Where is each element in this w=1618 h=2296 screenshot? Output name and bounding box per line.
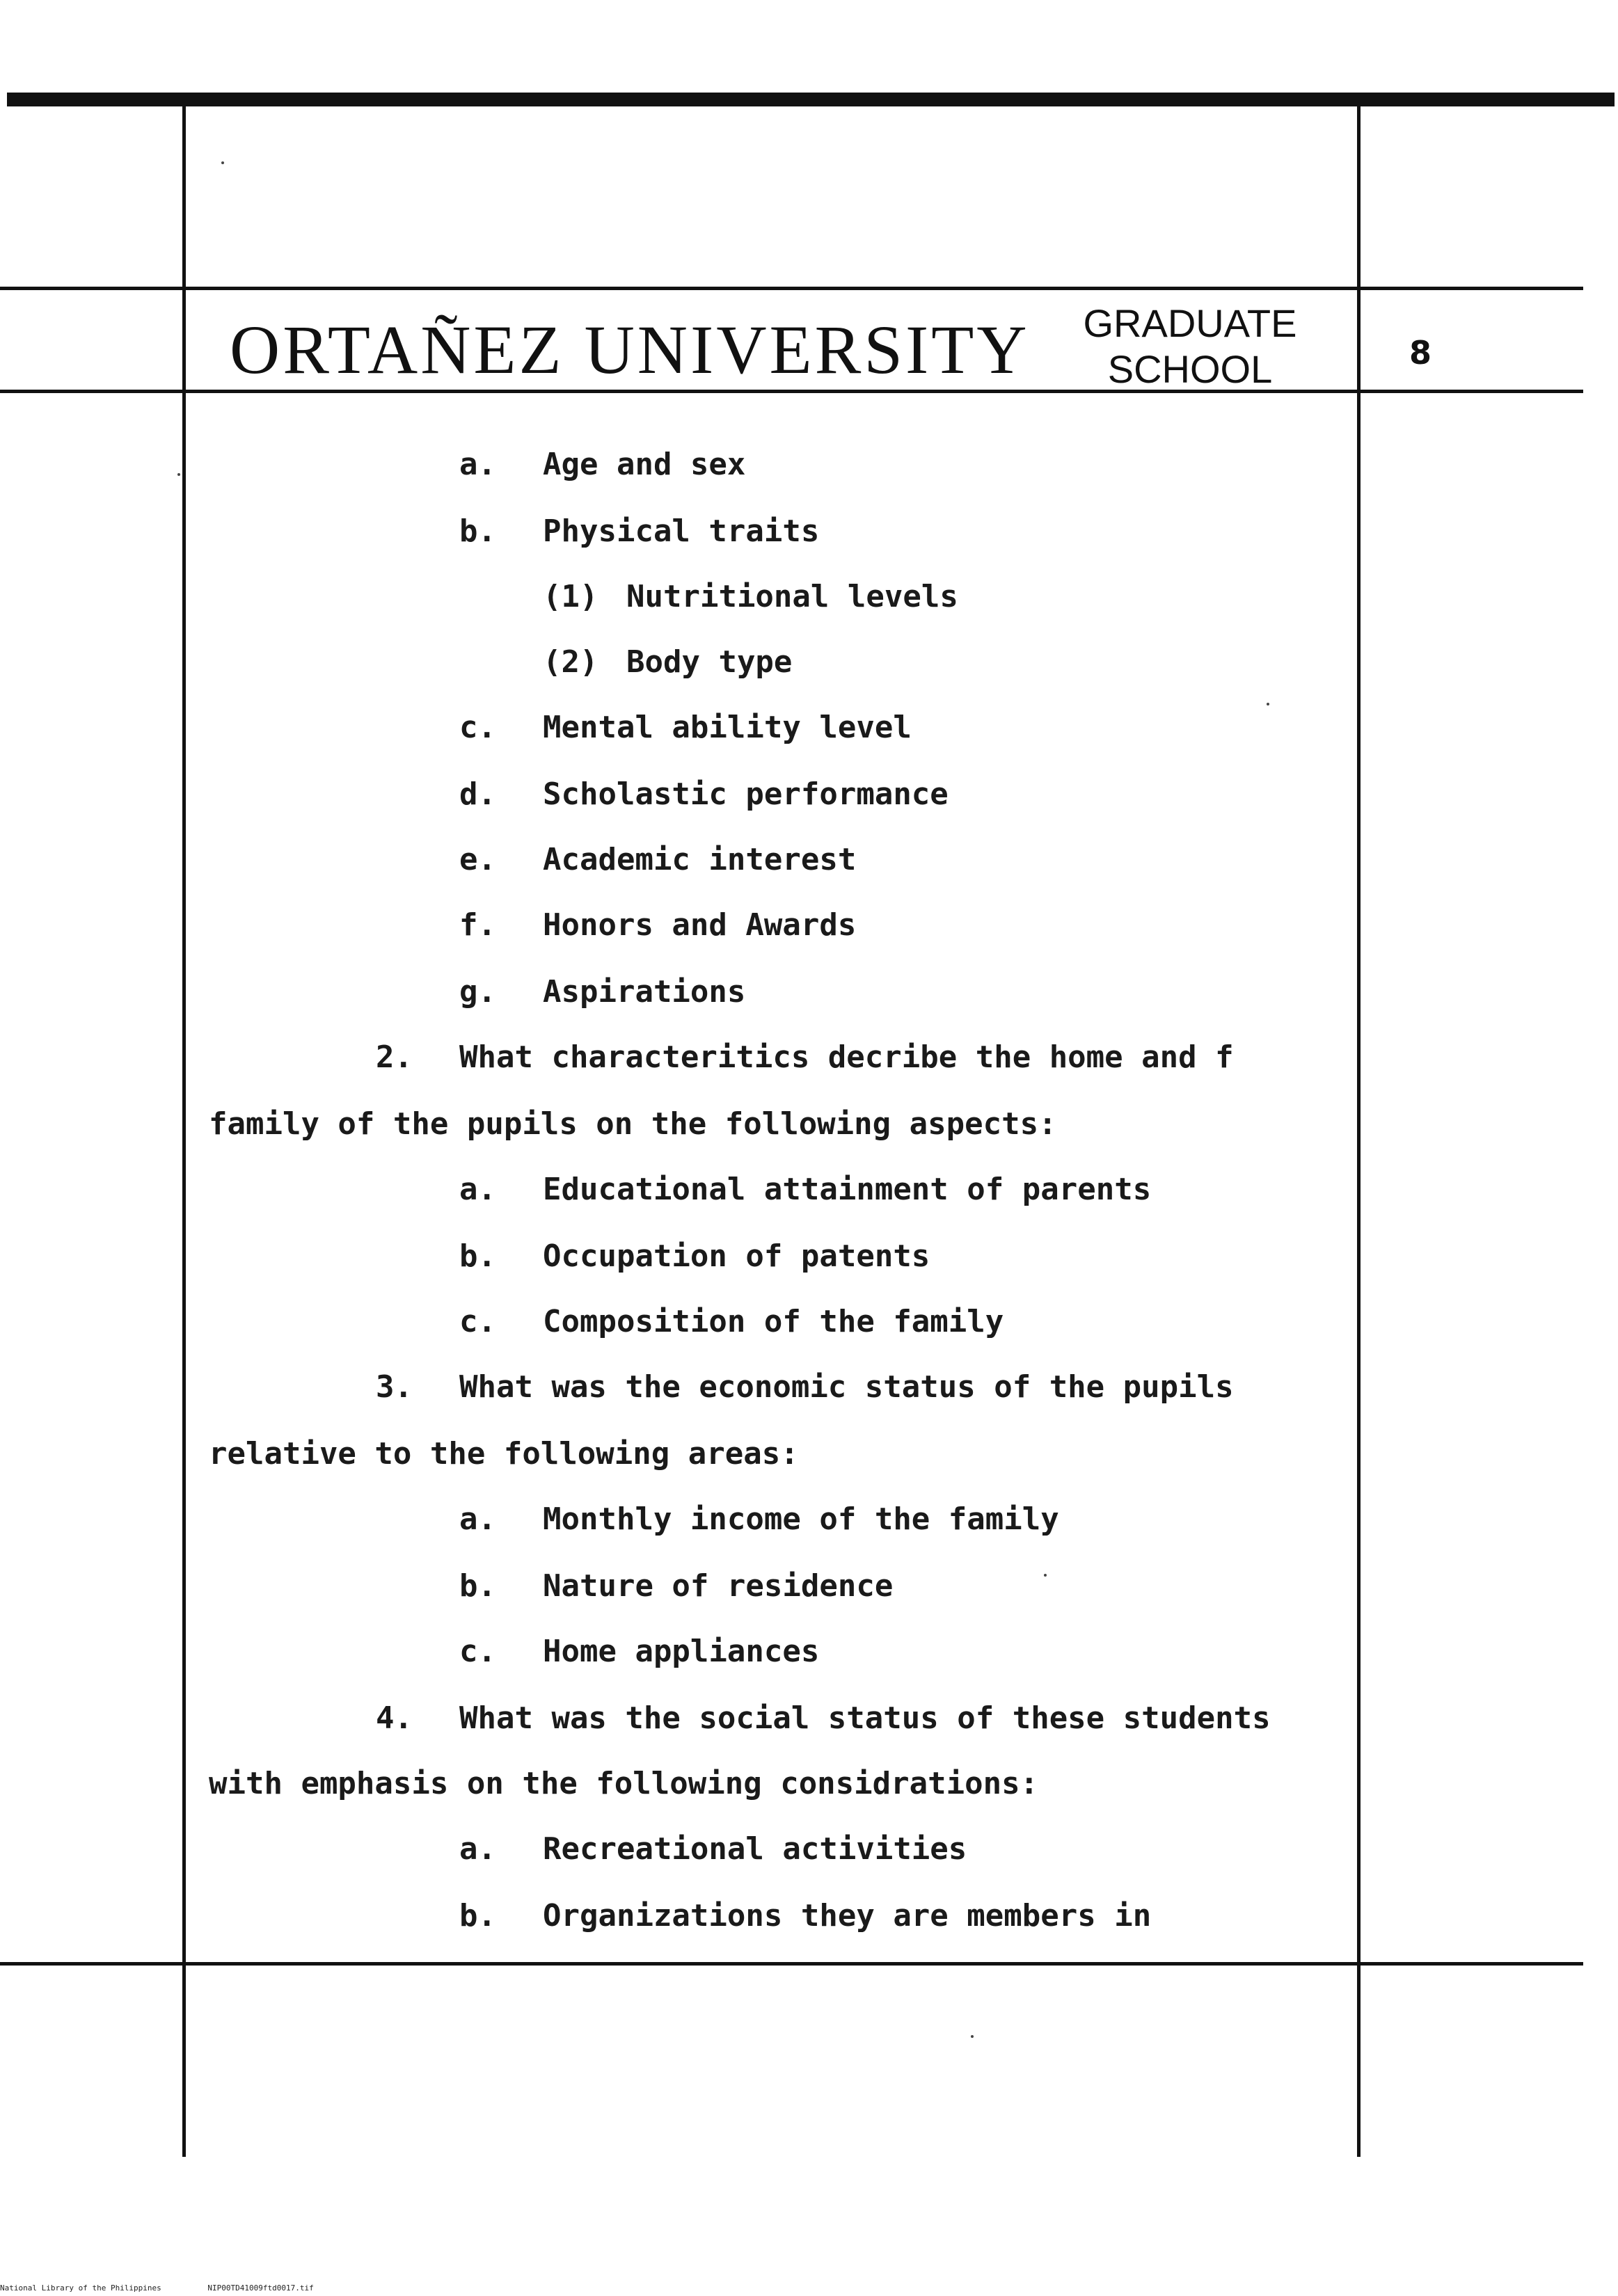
list-item: b. Nature of residence — [459, 1568, 894, 1604]
scan-speck — [1044, 1574, 1047, 1577]
scan-speck — [1267, 703, 1269, 705]
list-item: a. Educational attainment of parents — [459, 1172, 1152, 1207]
question-line: with emphasis on the following considrations: — [209, 1766, 1039, 1801]
top-heavy-rule — [7, 93, 1615, 106]
footer-library: National Library of the Philippines — [0, 2283, 161, 2293]
list-item: (2) Body type — [543, 644, 793, 680]
footer-filename: NIP00TD41009ftd0017.tif — [207, 2283, 314, 2293]
list-item: c. Home appliances — [459, 1634, 820, 1669]
graduate-school-label — [1051, 301, 1329, 392]
list-item: a. Recreational activities — [459, 1831, 967, 1867]
question-line: family of the pupils on the following aspects: — [209, 1106, 1057, 1142]
list-item: g. Aspirations — [459, 974, 746, 1010]
list-item: c. Composition of the family — [459, 1304, 1004, 1339]
list-item: e. Academic interest — [459, 842, 857, 877]
list-item: b. Occupation of patents — [459, 1238, 930, 1274]
header-top-rule — [0, 287, 1583, 290]
list-item: d. Scholastic performance — [459, 776, 949, 812]
list-item: a. Age and sex — [459, 447, 746, 482]
list-item: b. Organizations they are members in — [459, 1898, 1152, 1934]
bottom-rule — [0, 1962, 1583, 1966]
list-item: f. Honors and Awards — [459, 907, 857, 943]
right-vertical-rule — [1357, 101, 1361, 2157]
question-line: 3. What was the economic status of the pupils — [376, 1369, 1234, 1405]
list-item: (1) Nutritional levels — [543, 579, 958, 614]
university-name: ORTAÑEZ UNIVERSITY — [230, 311, 1030, 388]
question-line: 4. What was the social status of these students — [376, 1700, 1271, 1736]
scan-speck — [221, 161, 224, 164]
question-line: 2. What characteritics decribe the home and f — [376, 1039, 1234, 1075]
scan-footer — [0, 2283, 356, 2293]
page-number: 8 — [1409, 334, 1432, 372]
list-item: c. Mental ability level — [459, 710, 912, 745]
header-bottom-rule — [0, 390, 1583, 393]
scan-speck — [971, 2035, 974, 2038]
list-item: a. Monthly income of the family — [459, 1501, 1059, 1537]
list-item: b. Physical traits — [459, 513, 820, 549]
question-line: relative to the following areas: — [209, 1436, 799, 1472]
scan-speck — [177, 473, 180, 476]
school-line-2: SCHOOL — [1107, 347, 1273, 391]
school-line-1: GRADUATE — [1083, 301, 1297, 345]
left-vertical-rule — [182, 101, 186, 2157]
